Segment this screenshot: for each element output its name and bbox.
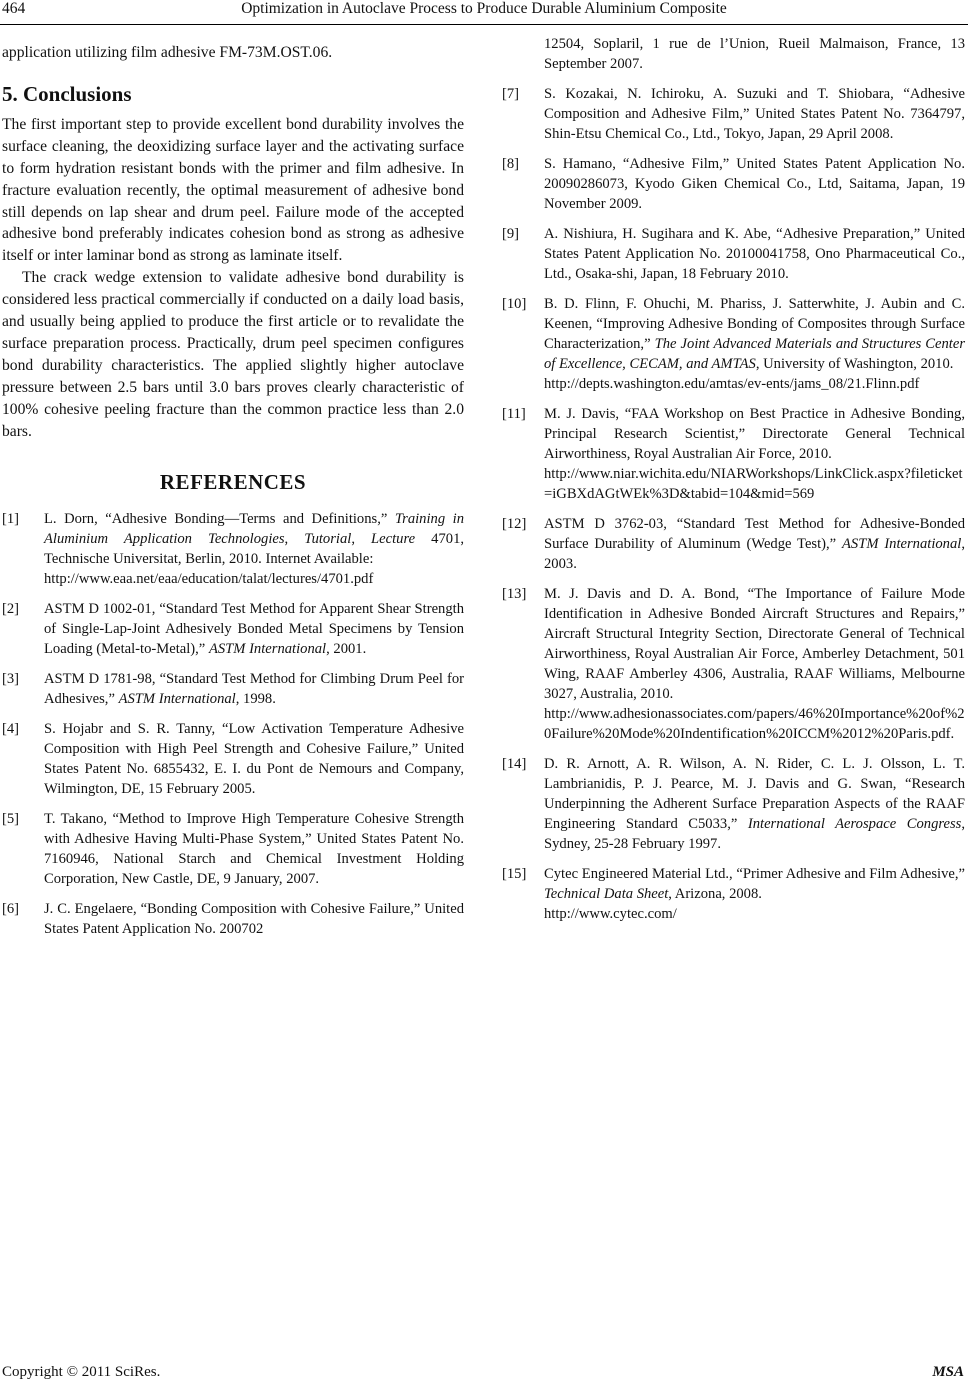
right-column	[502, 34, 965, 934]
reference-text: ASTM D 1002-01, “Standard Test Method for Apparent Shear Strength of Single-Lap-Joint Adhesively Bonded Metal Specimens by Tension Loading (Metal-to-Metal),”	[44, 600, 464, 657]
reference-text: B. D. Flinn, F. Ohuchi, M. Phariss, J. Satterwhite, J. Aubin and C. Keenen, “Improving Adhesive Bonding of Composites through Surface Characterization,”	[544, 296, 965, 352]
running-header	[0, 0, 968, 25]
reference-text: 4701, Technische Universitat, Berlin, 2010. Internet Available:	[44, 530, 465, 567]
reference-text: S. Hojabr and S. R. Tanny, “Low Activation Temperature Adhesive Composition with High Peel Strength and Cohesive Failure,” United States Patent No. 6855432, E. I. du Pont de Nemours and Company, Wilmington, DE, 15 February 2005.	[44, 720, 464, 797]
reference-number: [5]	[2, 810, 20, 827]
reference-text: ASTM D 3762-03, “Standard Test Method for Adhesive-Bonded Surface Durability of Aluminum (Wedge Test),”	[544, 516, 965, 552]
reference-text: , 2001.	[326, 640, 367, 657]
reference-text: L. Dorn, “Adhesive Bonding—Terms and Definitions,”	[44, 510, 395, 527]
reference-text: ,	[351, 530, 372, 547]
reference-number: [1]	[2, 510, 20, 527]
reference-text: J. C. Engelaere, “Bonding Composition with Cohesive Failure,” United States Patent Application No. 200702	[44, 900, 464, 937]
reference-number: [11]	[502, 406, 526, 422]
copyright-notice: Copyright © 2011 SciRes.	[2, 1364, 161, 1380]
reference-text: , 2003.	[544, 536, 965, 572]
reference-italic: ASTM International	[208, 640, 327, 657]
reference-text: , University of Washington, 2010.	[755, 356, 954, 372]
reference-italic: Training in Aluminium Application Technologies	[44, 510, 464, 547]
reference-14	[502, 754, 965, 854]
reference-text: S. Hamano, “Adhesive Film,” United States Patent Application No. 20090286073, Kyodo Giken Chemical Co., Ltd, Saitama, Japan, 19 November 2009.	[544, 156, 965, 212]
reference-1	[2, 509, 464, 589]
conclusion-paragraph-2: The crack wedge extension to validate adhesive bond durability is considered less practical commercially if conducted on a daily load basis, and usually being applied to produce the first article or to revalidate the surface preparation process. Practically, drum peel specimen configures bond durability characteristics. The applied slightly higher autoclave pressure between 2.5 bars until 3.0 bars proves clearly characteristic of 100% cohesive peeling fracture than the common practice less than 2.0 bars.	[2, 269, 464, 440]
reference-number: [12]	[502, 516, 527, 532]
reference-number: [15]	[502, 866, 527, 882]
reference-number: [13]	[502, 586, 527, 602]
reference-text: D. R. Arnott, A. R. Wilson, A. N. Rider, C. L. J. Olsson, L. T. Lambrianidis, P. J. Pearce, M. J. Davis and G. Swan, “Research Underpinning the Adherent Surface Preparation Aspects of the RAAF Engineering Standard C5033,”	[544, 756, 965, 832]
reference-6	[2, 899, 464, 939]
reference-text: ,	[284, 530, 305, 547]
reference-number: [6]	[2, 900, 20, 917]
reference-url: http://www.niar.wichita.edu/NIARWorkshops/LinkClick.aspx?fileticket=iGBXdAGtWEk%3D&tabid=104&mid=569	[544, 466, 963, 502]
reference-13	[502, 584, 965, 744]
references-title: REFERENCES	[159, 469, 307, 494]
reference-15	[502, 864, 965, 924]
reference-6-continued	[502, 34, 965, 74]
reference-text: T. Takano, “Method to Improve High Temperature Cohesive Strength with Adhesive Having Multi-Phase System,” United States Patent No. 7160946, National Starch and Chemical Investment Holding Corporation, New Castle, DE, 9 January, 2007.	[44, 810, 464, 887]
reference-italic: Technical Data Sheet	[544, 886, 669, 902]
reference-url: http://www.cytec.com/	[544, 906, 677, 922]
reference-text: , Sydney, 25-28 February 1997.	[544, 816, 965, 852]
reference-text: A. Nishiura, H. Sugihara and K. Abe, “Adhesive Preparation,” United States Patent Application No. 20100041758, Ono Pharmaceutical Co., Ltd., Osaka-shi, Japan, 18 February 2010.	[544, 226, 965, 282]
reference-text: , Arizona, 2008.	[668, 886, 762, 902]
reference-3	[2, 669, 464, 709]
reference-italic: The Joint Advanced Materials and Structures Center of Excellence, CECAM, and AMTAS	[544, 336, 966, 372]
reference-9	[502, 224, 965, 284]
reference-number: [2]	[2, 600, 20, 617]
reference-4	[2, 719, 464, 799]
conclusion-paragraph-1: The first important step to provide excellent bond durability involves the surface cleaning, the deoxidizing surface layer and the activating surface to form hydration resistant bonds with the primer and film adhesive. In fracture evaluation recently, the optimal measurement of adhesive bond still depends on lap shear and drum peel. Failure mode of the accepted adhesive bond preferably indicates cohesion bond as strong as adhesive itself or inter laminar bond as strong as laminate itself.	[2, 115, 464, 265]
reference-number: [3]	[2, 670, 20, 687]
reference-10	[502, 294, 965, 394]
reference-number: [7]	[502, 86, 520, 102]
section-title-conclusions: 5. Conclusions	[2, 81, 132, 106]
reference-italic: ASTM International	[118, 690, 236, 707]
reference-number: [10]	[502, 296, 527, 312]
reference-2	[2, 599, 464, 659]
reference-italic: Tutorial	[304, 530, 352, 547]
reference-number: [9]	[502, 226, 520, 242]
reference-number: [8]	[502, 156, 520, 172]
reference-text: S. Kozakai, N. Ichiroku, A. Suzuki and T. Shiobara, “Adhesive Composition and Adhesive Film,” United States Patent No. 7364797, Shin-Etsu Chemical Co., Ltd., Tokyo, Japan, 29 April 2008.	[544, 86, 965, 142]
reference-text: , 1998.	[235, 690, 276, 707]
page-number: 464	[2, 0, 26, 17]
reference-8	[502, 154, 965, 214]
reference-number: [4]	[2, 720, 20, 737]
reference-text: M. J. Davis, “FAA Workshop on Best Practice in Adhesive Bonding, Principal Research Scientist,” Directorate General Technical Airworthiness, Royal Australian Air Force, 2010.	[544, 406, 965, 462]
reference-url: http://www.eaa.net/eaa/education/talat/lectures/4701.pdf	[44, 570, 374, 587]
reference-italic: Lecture	[371, 530, 416, 547]
reference-url: http://www.adhesionassociates.com/papers/46%20Importance%20of%20Failure%20Mode%20Indentification%20ICCM%2012%20Paris.pdf.	[544, 706, 965, 742]
reference-11	[502, 404, 965, 504]
reference-12	[502, 514, 965, 574]
running-title: Optimization in Autoclave Process to Produce Durable Aluminium Composite	[241, 0, 727, 17]
reference-italic: ASTM International	[842, 536, 962, 552]
intro-text: application utilizing film adhesive FM-73M.OST.06.	[2, 44, 333, 61]
reference-text: Cytec Engineered Material Ltd., “Primer Adhesive and Film Adhesive,”	[544, 866, 965, 882]
journal-abbreviation: MSA	[932, 1364, 964, 1380]
reference-5	[2, 809, 464, 889]
reference-7	[502, 84, 965, 144]
reference-text: 12504, Soplaril, 1 rue de l’Union, Rueil Malmaison, France, 13 September 2007.	[544, 36, 965, 72]
reference-number: [14]	[502, 756, 527, 772]
reference-url: http://depts.washington.edu/amtas/ev-ents/jams_08/21.Flinn.pdf	[544, 376, 920, 392]
reference-italic: International Aerospace Congress	[747, 816, 962, 832]
left-column	[2, 42, 464, 949]
reference-text: ASTM D 1781-98, “Standard Test Method for Climbing Drum Peel for Adhesives,”	[44, 670, 464, 707]
reference-text: M. J. Davis and D. A. Bond, “The Importance of Failure Mode Identification in Adhesive Bonded Aircraft Structures and Repairs,” Aircraft Structural Integrity Section, Directorate General of Technical Airworthiness, Royal Australian Air Force, Amberley Detachment, 501 Wing, RAAF Amberley 4306, Australia, RAAF Williams, Melbourne 3027, Australia, 2010.	[544, 586, 965, 702]
